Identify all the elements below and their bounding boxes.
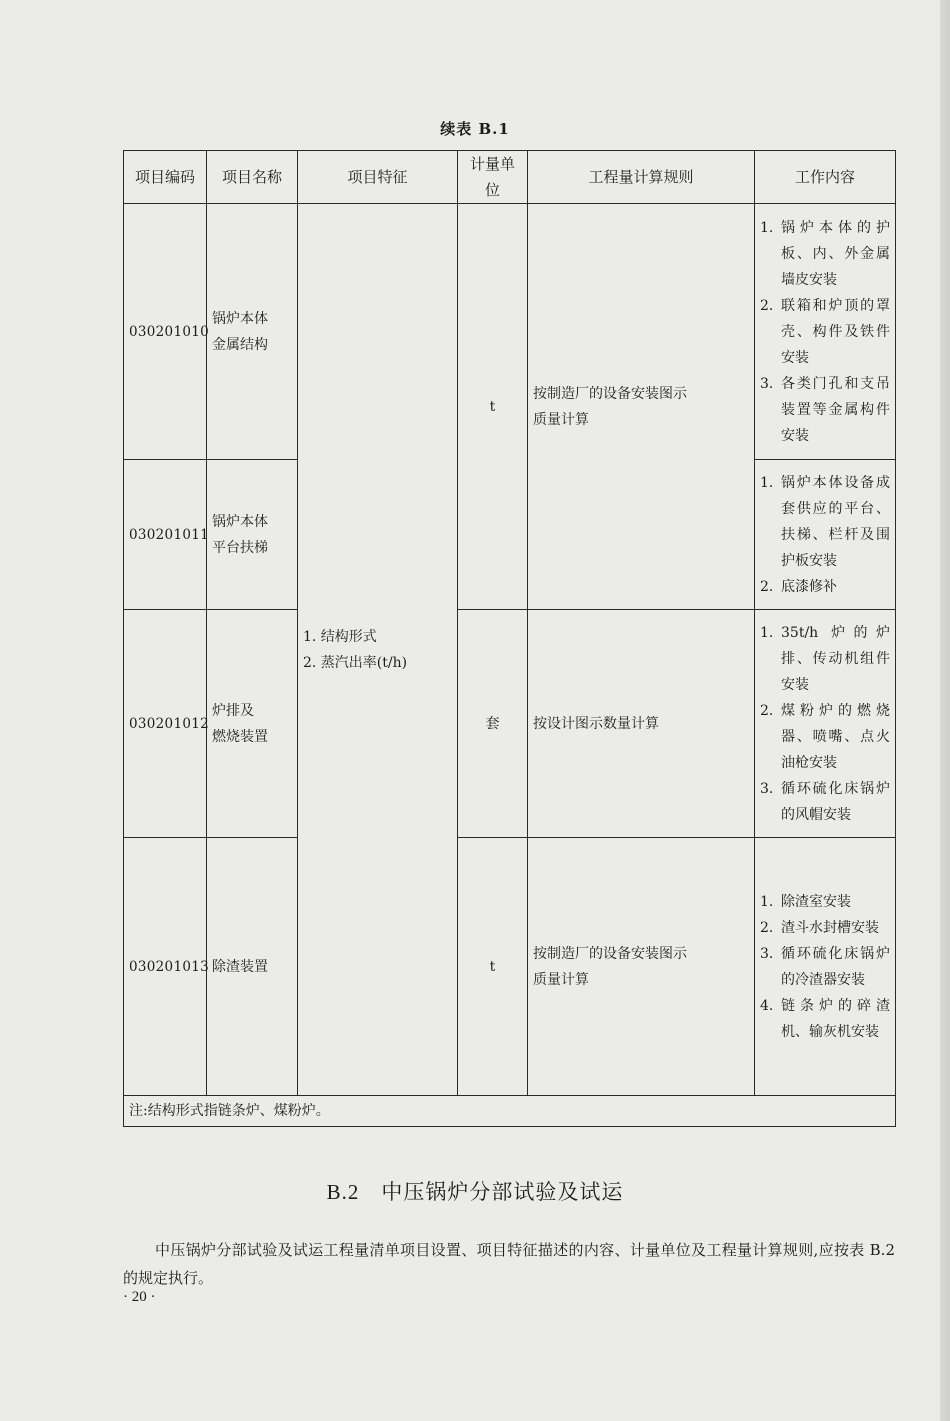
work-num: 2. bbox=[760, 578, 774, 595]
header-feature: 项目特征 bbox=[298, 151, 458, 204]
work-item bbox=[760, 698, 890, 776]
header-rule: 工程量计算规则 bbox=[528, 151, 755, 204]
page-edge bbox=[940, 0, 950, 1421]
work-item bbox=[760, 293, 890, 371]
work-text: 各类门孔和支吊装置等金属构件安装 bbox=[781, 375, 890, 444]
work-item bbox=[760, 215, 890, 293]
work-text: 除渣室安装 bbox=[781, 893, 851, 910]
work-num: 3. bbox=[760, 945, 774, 962]
work-item bbox=[760, 620, 890, 698]
item-name-line: 锅炉本体 bbox=[212, 513, 268, 530]
work-num: 1. bbox=[760, 893, 774, 910]
work-item bbox=[760, 574, 890, 600]
work-num: 4. bbox=[760, 997, 774, 1014]
section-number: B.2 bbox=[326, 1180, 360, 1204]
work-item bbox=[760, 889, 890, 915]
work-num: 1. bbox=[760, 624, 774, 641]
work-item bbox=[760, 941, 890, 993]
work-text: 渣斗水封槽安装 bbox=[781, 919, 879, 936]
work-text: 联箱和炉顶的罩壳、构件及铁件安装 bbox=[781, 297, 890, 366]
work-num: 1. bbox=[760, 474, 774, 491]
rule-line: 质量计算 bbox=[533, 971, 589, 988]
spec-table bbox=[123, 150, 896, 1127]
work-text: 链条炉的碎渣机、输灰机安装 bbox=[781, 997, 890, 1040]
work-item bbox=[760, 993, 890, 1045]
work-item bbox=[760, 776, 890, 828]
rule-line: 按制造厂的设备安装图示 bbox=[533, 945, 687, 962]
section-title-text: 中压锅炉分部试验及试运 bbox=[381, 1180, 624, 1204]
item-unit: t bbox=[458, 204, 528, 610]
rule-line: 质量计算 bbox=[533, 411, 589, 428]
item-feature bbox=[298, 204, 458, 1096]
header-unit: 计量单位 bbox=[458, 151, 528, 204]
work-text: 底漆修补 bbox=[781, 578, 837, 595]
table-caption: 续表 B.1 bbox=[440, 120, 510, 138]
item-code: 030201013 bbox=[124, 838, 207, 1096]
work-text: 煤粉炉的燃烧器、喷嘴、点火油枪安装 bbox=[781, 702, 890, 771]
item-unit: t bbox=[458, 838, 528, 1096]
work-num: 3. bbox=[760, 780, 774, 797]
feature-line: 2. 蒸汽出率(t/h) bbox=[303, 654, 408, 671]
item-code: 030201010 bbox=[124, 204, 207, 460]
rule-line: 按设计图示数量计算 bbox=[533, 715, 659, 732]
body-paragraph: 中压锅炉分部试验及试运工程量清单项目设置、项目特征描述的内容、计量单位及工程量计算规则,应按表 B.2 的规定执行。 bbox=[123, 1241, 895, 1287]
item-code: 030201011 bbox=[124, 460, 207, 610]
table-header-row bbox=[124, 151, 896, 204]
work-item bbox=[760, 470, 890, 574]
item-name-line: 平台扶梯 bbox=[212, 539, 268, 556]
item-name bbox=[207, 460, 298, 610]
item-work bbox=[755, 838, 896, 1096]
table-row bbox=[124, 204, 896, 460]
item-code: 030201012 bbox=[124, 610, 207, 838]
item-name-line: 除渣装置 bbox=[212, 958, 268, 975]
item-rule bbox=[528, 838, 755, 1096]
work-text: 锅炉本体设备成套供应的平台、扶梯、栏杆及围护板安装 bbox=[781, 474, 890, 569]
header-code: 项目编码 bbox=[124, 151, 207, 204]
table-row bbox=[124, 838, 896, 1096]
work-num: 2. bbox=[760, 297, 774, 314]
work-text: 锅炉本体的护板、内、外金属墙皮安装 bbox=[781, 219, 890, 288]
item-work bbox=[755, 204, 896, 460]
work-num: 2. bbox=[760, 702, 774, 719]
item-name-line: 锅炉本体 bbox=[212, 310, 268, 327]
item-work bbox=[755, 460, 896, 610]
feature-line: 1. 结构形式 bbox=[303, 628, 377, 645]
work-text: 循环硫化床锅炉的冷渣器安装 bbox=[781, 945, 890, 988]
item-name bbox=[207, 204, 298, 460]
table-note: 注:结构形式指链条炉、煤粉炉。 bbox=[124, 1096, 896, 1127]
work-text: 35t/h 炉的炉排、传动机组件安装 bbox=[781, 624, 890, 693]
work-num: 2. bbox=[760, 919, 774, 936]
work-item bbox=[760, 915, 890, 941]
section-title bbox=[0, 1176, 950, 1206]
work-num: 1. bbox=[760, 219, 774, 236]
table-note-row bbox=[124, 1096, 896, 1127]
item-work bbox=[755, 610, 896, 838]
item-rule bbox=[528, 204, 755, 610]
item-name-line: 燃烧装置 bbox=[212, 728, 268, 745]
work-item bbox=[760, 371, 890, 449]
header-work: 工作内容 bbox=[755, 151, 896, 204]
table-row bbox=[124, 610, 896, 838]
item-unit: 套 bbox=[458, 610, 528, 838]
item-name-line: 炉排及 bbox=[212, 702, 254, 719]
work-text: 循环硫化床锅炉的风帽安装 bbox=[781, 780, 890, 823]
item-name bbox=[207, 838, 298, 1096]
item-rule bbox=[528, 610, 755, 838]
item-name-line: 金属结构 bbox=[212, 336, 268, 353]
page-number: · 20 · bbox=[123, 1289, 156, 1305]
work-num: 3. bbox=[760, 375, 774, 392]
item-name bbox=[207, 610, 298, 838]
rule-line: 按制造厂的设备安装图示 bbox=[533, 385, 687, 402]
header-name: 项目名称 bbox=[207, 151, 298, 204]
